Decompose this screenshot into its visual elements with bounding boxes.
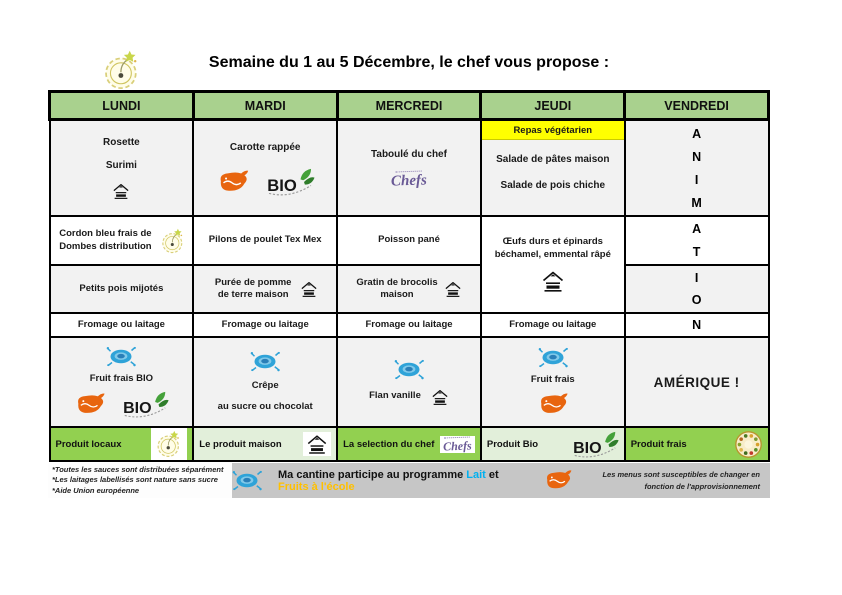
animation-letter: A xyxy=(692,126,702,141)
blue-splash-logo-icon xyxy=(537,347,569,368)
weekly-menu-table xyxy=(48,90,770,462)
menu-item: Fruit frais xyxy=(530,373,575,385)
menu-item: Salade de pois chiche xyxy=(500,180,606,191)
menu-item: Fromage ou laitage xyxy=(77,318,165,330)
blue-splash-logo-icon xyxy=(249,351,281,372)
jeudi-cheese-cell xyxy=(481,313,625,337)
orange-pot-logo-icon xyxy=(215,169,251,195)
animation-letter: N xyxy=(692,318,702,332)
menu-item: Purée de pomme de terre maison xyxy=(214,276,292,300)
vendredi-animation-cell-1 xyxy=(625,120,769,217)
program-lait-label: Lait xyxy=(466,468,486,481)
mardi-side-cell xyxy=(193,265,337,313)
animation-letter: N xyxy=(692,149,702,164)
legend-icon-box xyxy=(303,432,331,456)
program-banner xyxy=(232,463,574,498)
lundi-main-cell xyxy=(50,216,194,265)
footnote: *Les laitages labellisés sont nature sans sucre xyxy=(52,475,218,485)
mercredi-main-cell xyxy=(337,216,481,265)
disclaimer: Les menus sont susceptibles de changer en fonction de l'approvisionnement xyxy=(602,470,760,491)
chef-selection-logo-icon: Chefs xyxy=(443,438,473,453)
legend-label: Produit locaux xyxy=(55,438,122,450)
dessert-row xyxy=(50,337,769,427)
program-fruits-label: Fruits à l'école xyxy=(278,480,355,493)
legend-icon-box xyxy=(151,428,187,460)
menu-item: Flan vanille xyxy=(369,390,421,402)
jeudi-starter-cell xyxy=(481,120,625,217)
day-header-vendredi: VENDREDI xyxy=(625,92,769,120)
local-products-stamp-icon xyxy=(154,429,184,459)
legend-bio-cell xyxy=(481,427,625,461)
menu-item: Pilons de poulet Tex Mex xyxy=(208,234,322,246)
legend-label: La selection du chef xyxy=(343,438,435,450)
homemade-dish-icon xyxy=(306,433,328,455)
animation-letter: O xyxy=(691,293,702,307)
legend-label: Produit frais xyxy=(630,438,687,450)
menu-item: Carotte rappée xyxy=(229,141,301,153)
vendredi-animation-cell-4 xyxy=(625,313,769,337)
menu-item: Petits pois mijotés xyxy=(79,282,164,294)
chef-selection-logo-icon: Chefs xyxy=(390,171,428,190)
animation-letter: A xyxy=(692,222,702,237)
mardi-starter-cell xyxy=(193,120,337,217)
menu-item: Fromage ou laitage xyxy=(365,318,453,330)
homemade-dish-icon xyxy=(300,280,318,298)
program-text: Ma cantine participe au programme Lait et Fruits à l'école xyxy=(278,468,499,493)
menu-item: Fruit frais BIO xyxy=(89,372,154,384)
legend-maison-cell xyxy=(193,427,337,461)
legend-row xyxy=(50,427,769,461)
day-header-mercredi: MERCREDI xyxy=(337,92,481,120)
jeudi-main-cell xyxy=(481,216,625,313)
blue-splash-logo-icon xyxy=(232,470,262,491)
fresh-produce-wreath-icon xyxy=(734,430,763,459)
mercredi-side-cell xyxy=(337,265,481,313)
animation-letter: I xyxy=(694,172,699,187)
legend-icon-box xyxy=(440,436,475,453)
homemade-dish-icon xyxy=(112,182,130,200)
lundi-side-cell xyxy=(50,265,194,313)
day-header-lundi: LUNDI xyxy=(50,92,194,120)
orange-pot-logo-icon xyxy=(73,392,107,417)
day-header-row xyxy=(50,92,769,120)
vendredi-dessert-cell xyxy=(625,337,769,427)
local-products-stamp-icon xyxy=(159,227,187,255)
lundi-cheese-cell xyxy=(50,313,194,337)
mardi-dessert-cell xyxy=(193,337,337,427)
vendredi-animation-cell-2 xyxy=(625,216,769,265)
day-header-jeudi: JEUDI xyxy=(481,92,625,120)
starter-row xyxy=(50,120,769,217)
orange-pot-logo-icon xyxy=(542,469,574,492)
lundi-starter-cell xyxy=(50,120,194,217)
homemade-dish-icon xyxy=(541,269,565,293)
vendredi-animation-cell-3 xyxy=(625,265,769,313)
footer-strip xyxy=(48,463,770,498)
animation-letter: T xyxy=(692,244,701,259)
menu-item: Rosette xyxy=(103,137,140,148)
legend-label: Produit Bio xyxy=(486,438,539,450)
menu-item: Cordon bleu frais de Dombes distribution xyxy=(59,228,152,252)
lundi-dessert-cell xyxy=(50,337,194,427)
homemade-dish-icon xyxy=(431,388,449,406)
vegetarian-banner: Repas végétarien xyxy=(482,121,624,140)
blue-splash-logo-icon xyxy=(393,359,425,380)
blue-splash-logo-icon xyxy=(105,346,137,367)
legend-local-cell xyxy=(50,427,194,461)
homemade-dish-icon xyxy=(444,280,462,298)
mercredi-cheese-cell xyxy=(337,313,481,337)
menu-item: Poisson pané xyxy=(378,234,440,246)
menu-item: Taboulé du chef xyxy=(371,148,447,160)
page-title: Semaine du 1 au 5 Décembre, le chef vous propose : xyxy=(208,54,610,71)
cheese-row xyxy=(50,313,769,337)
menu-item: au sucre ou chocolat xyxy=(217,400,313,412)
mardi-cheese-cell xyxy=(193,313,337,337)
mercredi-dessert-cell xyxy=(337,337,481,427)
mardi-main-cell xyxy=(193,216,337,265)
menu-item: Surimi xyxy=(105,160,137,171)
menu-item: Crêpe xyxy=(251,380,279,392)
bio-logo-icon xyxy=(121,391,169,418)
mercredi-starter-cell xyxy=(337,120,481,217)
animation-letter: I xyxy=(694,271,699,285)
footnote: *Aide Union européenne xyxy=(52,485,140,495)
bio-logo-icon xyxy=(571,431,619,458)
legend-frais-cell xyxy=(625,427,769,461)
animation-theme-label: AMÉRIQUE ! xyxy=(653,374,740,390)
side-dish-row xyxy=(50,265,769,313)
menu-item: Fromage ou laitage xyxy=(221,318,309,330)
day-header-mardi: MARDI xyxy=(193,92,337,120)
main-course-row xyxy=(50,216,769,265)
menu-item: Salade de pâtes maison xyxy=(496,154,610,165)
orange-pot-logo-icon xyxy=(536,392,570,417)
bio-logo-icon xyxy=(265,168,315,196)
menu-item: Gratin de brocolis maison xyxy=(356,276,438,300)
legend-label: Le produit maison xyxy=(199,438,282,450)
animation-letter: M xyxy=(691,195,702,210)
legend-chef-cell xyxy=(337,427,481,461)
footnote: *Toutes les sauces sont distribuées séparément xyxy=(52,464,224,474)
menu-item: Fromage ou laitage xyxy=(509,318,597,330)
jeudi-dessert-cell xyxy=(481,337,625,427)
footnotes xyxy=(48,463,232,498)
menu-item: Œufs durs et épinards béchamel, emmental râpé xyxy=(494,236,611,260)
